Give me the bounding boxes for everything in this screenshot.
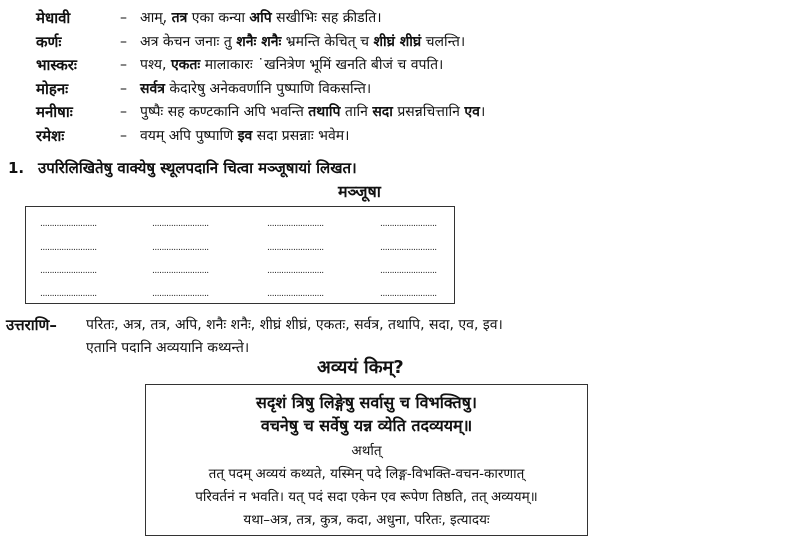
examples-line: यथा–अत्र, तत्र, कुत्र, कदा, अधुना, परितः, इत्यादयः [243, 512, 490, 528]
avyaya-heading: अव्ययं किम्? [317, 357, 404, 378]
blank-slot: ........................ [40, 243, 97, 253]
question-text: उपरिलिखितेषु वाक्येषु स्थूलपदानि चित्वा मञ्जूषायां लिखत। [38, 159, 357, 177]
blank-slot: ........................ [380, 266, 437, 276]
text-segment: चलन्ति। [421, 34, 466, 50]
blank-slot: ........................ [267, 243, 324, 253]
answers-label: उत्तराणि– [6, 316, 57, 334]
text-segment: । [479, 104, 486, 120]
blank-slot: ........................ [380, 243, 437, 253]
bold-word: तथापि [308, 104, 341, 120]
manjusha-box [25, 206, 455, 304]
question-number: 1. [8, 159, 25, 177]
prose-line-2: परिवर्तनं न भवति। यत् पदं सदा एकेन एव रूपेण तिष्ठति, तत् अव्ययम्॥ [195, 489, 538, 505]
dialogue-text [140, 125, 349, 147]
bold-word: शीघ्रं शीघ्रं [373, 34, 422, 50]
question-1 [8, 157, 357, 179]
blank-slot: ........................ [152, 289, 209, 299]
verse-line-2: वचनेषु च सर्वेषु यन्न व्येति तदव्ययम्॥ [260, 416, 473, 435]
blank-slot: ........................ [152, 266, 209, 276]
speaker-name: मनीषाः [36, 103, 73, 121]
answers-note: एतानि पदानि अव्ययानि कथ्यन्ते। [86, 340, 250, 356]
blank-slot: ........................ [152, 243, 209, 253]
verse-line-1: सदृशं त्रिषु लिङ्गेषु सर्वासु च विभक्तिषु। [256, 393, 477, 412]
manjusha-title: मञ्जूषा [338, 182, 381, 201]
dialogue-text [140, 7, 382, 29]
text-segment: वयम् अपि पुष्पाणि [140, 128, 238, 144]
bold-word: एव [464, 104, 480, 120]
blank-slot: ........................ [40, 219, 97, 229]
dialogue-text [140, 101, 485, 123]
blank-slot: ........................ [40, 266, 97, 276]
dash: – [120, 10, 127, 26]
text-segment: भ्रमन्ति केचित् च [281, 34, 374, 50]
bold-word: सदा [372, 104, 393, 120]
text-segment: तानि [340, 104, 373, 120]
dialogue-text [140, 54, 443, 76]
speaker-name: भास्करः [36, 56, 77, 74]
dash: – [120, 81, 127, 97]
dash: – [120, 57, 127, 73]
blank-slot: ........................ [152, 219, 209, 229]
bold-word: सर्वत्र [140, 81, 165, 97]
avyaya-definition-box [145, 384, 588, 536]
text-segment: पश्य, [140, 57, 171, 73]
speaker-name: रमेशः [36, 127, 65, 145]
dash: – [120, 104, 127, 120]
speaker-name: मोहनः [36, 80, 69, 98]
blank-slot: ........................ [40, 289, 97, 299]
dash: – [120, 128, 127, 144]
dialogue-text [140, 78, 371, 100]
bold-word: शनैः शनैः [236, 34, 282, 50]
dialogue-text [140, 31, 465, 53]
text-segment: मालाकारः ˙खनित्रेण भूमिं खनति बीजं च वपति। [200, 57, 444, 73]
bold-word: इव [237, 128, 253, 144]
text-segment: सदा प्रसन्नाः भवेम। [252, 128, 350, 144]
text-segment: सखीभिः सह क्रीडति। [271, 10, 382, 26]
speaker-name: मेधावी [36, 9, 71, 27]
text-segment: पुष्पैः सह कण्टकानि अपि भवन्ति [140, 104, 309, 120]
bold-word: एकतः [170, 57, 201, 73]
blank-slot: ........................ [267, 219, 324, 229]
speaker-name: कर्णः [36, 33, 62, 51]
blank-slot: ........................ [267, 266, 324, 276]
blank-slot: ........................ [267, 289, 324, 299]
answers-list: परितः, अत्र, तत्र, अपि, शनैः शनैः, शीघ्रं शीघ्रं, एकतः, सर्वत्र, तथापि, सदा, एव, इव। [86, 317, 503, 333]
bold-word: अपि [249, 10, 272, 26]
bold-word: तत्र [171, 10, 188, 26]
blank-slot: ........................ [380, 219, 437, 229]
text-segment: अत्र केचन जनाः तु [140, 34, 237, 50]
text-segment: केदारेषु अनेकवर्णानि पुष्पाणि विकसन्ति। [164, 81, 372, 97]
text-segment: प्रसन्नचित्तानि [392, 104, 465, 120]
text-segment: आम्, [140, 10, 172, 26]
prose-line-1: तत् पदम् अव्ययं कथ्यते, यस्मिन् पदे लिङ्ग-विभक्ति-वचन-कारणात् [208, 466, 525, 482]
dash: – [120, 34, 127, 50]
blank-slot: ........................ [380, 289, 437, 299]
text-segment: एका कन्या [187, 10, 250, 26]
arthat-label: अर्थात् [351, 443, 382, 459]
